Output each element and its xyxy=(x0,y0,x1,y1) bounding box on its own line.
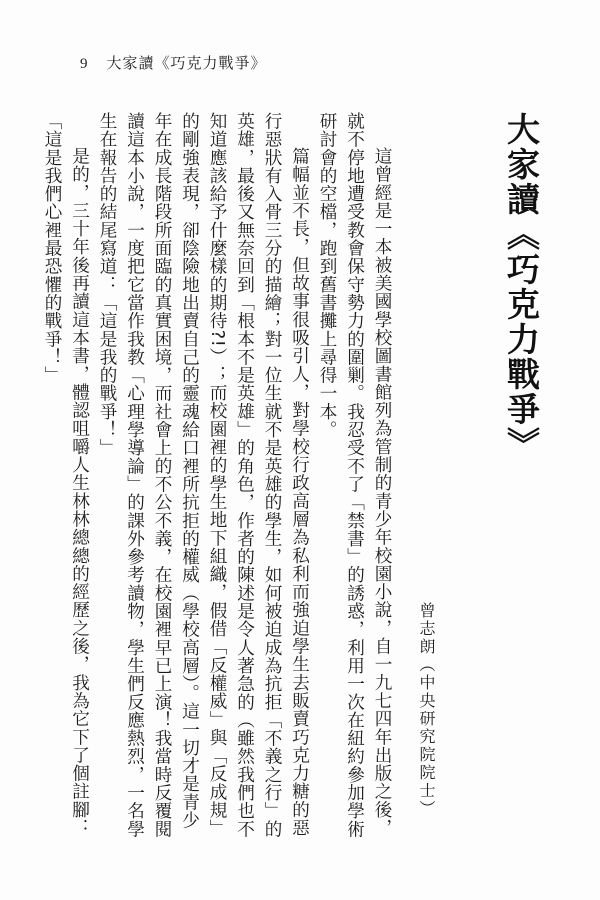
paragraph: 是的，三十年後再讀這本書，體認咀嚼人生林林總總的經歷之後，我為它下了個註腳：「這是我們心裡最恐懼的戰爭！」 xyxy=(42,112,90,837)
running-header xyxy=(80,52,267,73)
article-body xyxy=(38,112,396,842)
article-title: 大家讀《巧克力戰爭》 xyxy=(502,112,541,462)
paragraph: 篇幅並不長，但故事很吸引人，對學校行政高層為私利而強迫學生去販賣巧克力糖的惡行惡狀有入骨三分的描繪；對一位生就不是英雄的學生，如何被迫成為抗拒「不義之行」的英雄，最後又無奈回到「根本不是英雄」的角色，作者的陳述是令人著急的（雖然我們也不知道應該給予什麼樣的期待?!）；而校園裡的學生地下組織，假借「反權威」與「反成規」的剛強表現，卻陰險地出賣自己的靈魂給口裡所抗拒的權威（學校高層）。這一切才是青少年在成長階段所面臨的真實困境，而社會上的不公不義，在校園裡早已上演！我當時反覆閱讀這本小說，一度把它當作我教「心理學導論」的課外參考讀物，學生們反應熱烈，一名學生在報告的結尾寫道：「這是我的戰爭！」 xyxy=(97,112,310,838)
paragraph: 這曾經是一本被美國學校圖書館列為管制的青少年校園小說，自一九七四年出版之後，就不停地遭受教會保守勢力的圍剿。我忍受不了「禁書」的誘惑，利用一次在紐約參加學術研討會的空檔，跑到舊書攤上尋得一本。 xyxy=(317,112,392,838)
author-byline: 曾志朗（中央研究院院士） xyxy=(417,602,436,818)
page-number: 9 xyxy=(80,56,89,72)
running-title: 大家讀《巧克力戰爭》 xyxy=(106,54,267,72)
